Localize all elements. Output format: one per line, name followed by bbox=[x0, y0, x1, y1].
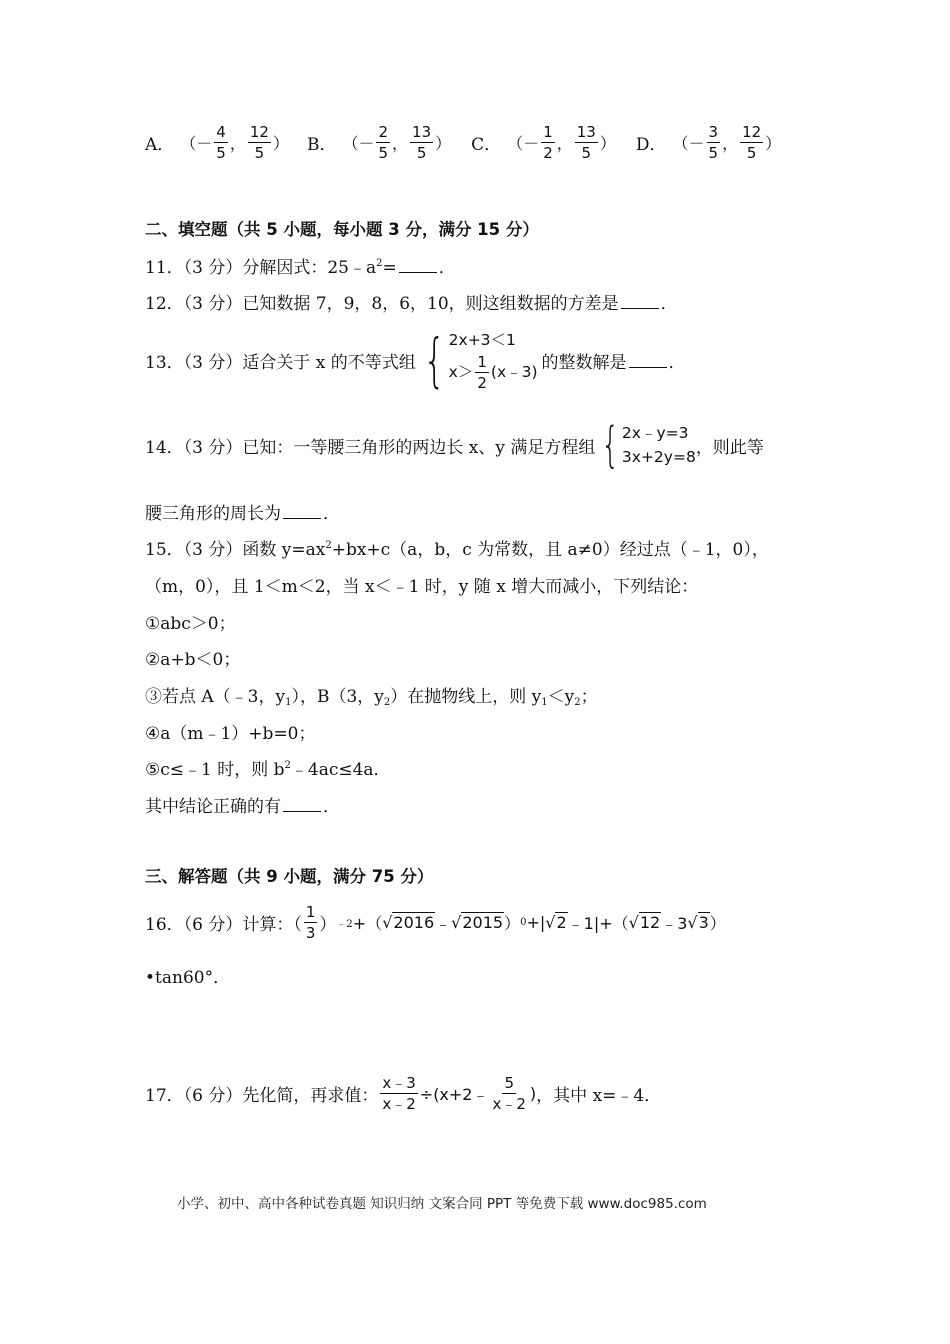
denominator: 5 bbox=[581, 143, 592, 162]
period: ． bbox=[438, 258, 456, 278]
period: ． bbox=[660, 294, 678, 314]
denominator: 5 bbox=[746, 143, 757, 162]
numerator: 2 bbox=[378, 122, 389, 141]
left-brace: { bbox=[423, 326, 446, 394]
paren-close: ） bbox=[599, 133, 616, 153]
sqrt: √3 bbox=[687, 912, 709, 932]
numerator: x﹣3 bbox=[382, 1073, 416, 1092]
abs-close: ﹣1|+（ bbox=[567, 913, 629, 933]
sqrt: √2015 bbox=[451, 912, 504, 932]
minus-coef: ﹣3 bbox=[661, 913, 688, 933]
superscript: 2 bbox=[325, 540, 332, 551]
radicand: 12 bbox=[639, 912, 661, 932]
question-15-last bbox=[145, 792, 340, 817]
denominator: 2 bbox=[543, 143, 553, 162]
comma: ， bbox=[392, 133, 409, 153]
equation-system bbox=[595, 417, 696, 473]
c5-text-a: ⑤c≤﹣1 时，则 b bbox=[145, 760, 285, 780]
fraction bbox=[214, 122, 228, 163]
conclusion-1: ①abc＞0； bbox=[145, 614, 236, 634]
system-lines bbox=[622, 421, 696, 469]
paren-close: ） bbox=[272, 133, 289, 153]
paren-close: ） bbox=[765, 133, 782, 153]
option-b-label: B． bbox=[306, 134, 337, 155]
q17-suffix: ，其中 x=﹣4． bbox=[536, 1085, 662, 1106]
equals: = bbox=[382, 258, 397, 278]
c3-text-a: ③若点 A（﹣3，y bbox=[145, 687, 286, 707]
q15-last-text: 其中结论正确的有 bbox=[145, 797, 281, 817]
plus-paren: +（ bbox=[352, 913, 383, 933]
option-b bbox=[307, 122, 451, 163]
paren-close: ） bbox=[504, 913, 521, 933]
inequality-2-lhs: x＞ bbox=[448, 363, 474, 381]
q17-text: 17．（6 分）先化简，再求值： bbox=[145, 1085, 379, 1106]
left-brace: { bbox=[601, 417, 620, 473]
paren-open: （－ bbox=[342, 133, 375, 153]
paren-close: ） bbox=[319, 914, 337, 935]
minus: ﹣ bbox=[435, 913, 452, 933]
c3-text-c: ）在抛物线上，则 y bbox=[390, 687, 542, 707]
q14-cont-text: 腰三角形的周长为 bbox=[145, 504, 281, 524]
question-15-line-2: （m，0），且 1＜m＜2，当 x＜﹣1 时，y 随 x 增大而减小，下列结论： bbox=[145, 577, 699, 597]
fraction bbox=[575, 122, 598, 163]
c3-text-d: ＜y bbox=[547, 687, 575, 707]
q15-text-a: 15．（3 分）函数 y=ax bbox=[145, 540, 326, 560]
question-16 bbox=[145, 898, 726, 946]
denominator: 2 bbox=[477, 373, 487, 392]
inequality-2-rhs: (x﹣3) bbox=[490, 363, 538, 381]
numerator: 13 bbox=[412, 122, 432, 141]
fraction bbox=[380, 1073, 417, 1114]
paren-open: （－ bbox=[507, 133, 540, 153]
radicand: 3 bbox=[698, 912, 709, 932]
conclusion-3 bbox=[145, 682, 598, 708]
answer-blank[interactable] bbox=[629, 353, 667, 368]
comma: ， bbox=[229, 133, 246, 153]
denominator: 5 bbox=[216, 143, 226, 162]
q14-text: 14．（3 分）已知：一等腰三角形的两边长 x、y 满足方程组 bbox=[145, 437, 596, 458]
division-expr: ÷(x+2﹣ bbox=[419, 1084, 489, 1104]
fraction bbox=[475, 352, 489, 393]
subscript: 2 bbox=[383, 697, 391, 708]
denominator: 5 bbox=[378, 143, 389, 162]
q12-text: 12．（3 分）已知数据 7，9，8，6，10，则这组数据的方差是 bbox=[145, 294, 619, 314]
question-12 bbox=[145, 289, 678, 314]
period: ． bbox=[323, 797, 340, 817]
question-15-line-1 bbox=[145, 535, 769, 560]
denominator: x﹣2 bbox=[492, 1094, 526, 1113]
fraction bbox=[304, 902, 318, 943]
denominator: 5 bbox=[254, 143, 265, 162]
radicand: 2016 bbox=[393, 912, 435, 932]
answer-blank[interactable] bbox=[283, 504, 321, 519]
fraction bbox=[541, 122, 555, 163]
exponent: ﹣2 bbox=[336, 918, 353, 930]
radicand: 2015 bbox=[462, 912, 504, 932]
sqrt: √12 bbox=[628, 912, 661, 932]
q11-text: 11．（3 分）分解因式：25﹣a bbox=[145, 258, 377, 278]
equation-2: 3x+2y=8 bbox=[621, 448, 696, 466]
numerator: 1 bbox=[543, 122, 553, 141]
answer-blank[interactable] bbox=[283, 797, 321, 812]
q13-text: 13．（3 分）适合关于 x 的不等式组 bbox=[145, 352, 416, 373]
numerator: 1 bbox=[305, 902, 316, 921]
q13-suffix: 的整数解是 bbox=[541, 352, 627, 373]
period: ． bbox=[668, 352, 686, 373]
denominator: x﹣2 bbox=[382, 1094, 416, 1113]
numerator: 12 bbox=[249, 122, 269, 141]
numerator: 13 bbox=[576, 122, 596, 141]
option-d bbox=[636, 122, 781, 163]
answer-blank[interactable] bbox=[399, 258, 437, 273]
numerator: 4 bbox=[216, 122, 226, 141]
conclusion-4: ④a（m﹣1）+b=0； bbox=[145, 724, 316, 744]
question-13 bbox=[145, 322, 686, 398]
option-c bbox=[471, 122, 616, 163]
subscript: 2 bbox=[574, 697, 581, 708]
q15-text-b: +bx+c（a，b，c 为常数，且 a≠0）经过点（﹣1，0）， bbox=[331, 540, 769, 560]
fraction bbox=[707, 122, 721, 163]
numerator: 3 bbox=[708, 122, 719, 141]
fraction bbox=[376, 122, 390, 163]
superscript: 2 bbox=[376, 258, 383, 269]
fraction bbox=[491, 1073, 528, 1114]
question-16-line-2: •tan60°． bbox=[145, 968, 231, 988]
period: ． bbox=[323, 504, 340, 524]
c3-text-b: ），B（3，y bbox=[291, 687, 384, 707]
denominator: 3 bbox=[305, 923, 316, 942]
fraction bbox=[410, 122, 433, 163]
inequality-2 bbox=[449, 352, 538, 393]
question-17 bbox=[145, 1068, 661, 1118]
conclusion-5 bbox=[145, 755, 391, 780]
equation-1: 2x﹣y=3 bbox=[621, 424, 689, 442]
sqrt: √2016 bbox=[382, 912, 435, 932]
inequality-1: 2x+3＜1 bbox=[448, 330, 516, 349]
paren-close: ） bbox=[435, 133, 452, 153]
page-footer: 小学、初中、高中各种试卷真题 知识归纳 文案合同 PPT 等免费下载 www.doc985.com bbox=[177, 1196, 707, 1212]
numerator: 5 bbox=[504, 1073, 514, 1092]
c3-text-e: ； bbox=[580, 687, 598, 707]
q14-suffix: ，则此等 bbox=[695, 437, 764, 458]
conclusion-2: ②a+b＜0； bbox=[145, 650, 241, 670]
paren-open: （－ bbox=[180, 133, 213, 153]
q16-text: 16．（6 分）计算：（ bbox=[145, 914, 302, 935]
question-14-continued bbox=[145, 499, 340, 524]
option-c-label: C． bbox=[471, 134, 502, 155]
paren-close: ) bbox=[529, 1083, 537, 1103]
denominator: 5 bbox=[708, 143, 719, 162]
option-d-label: D． bbox=[635, 134, 667, 155]
exponent: 0 bbox=[520, 916, 527, 928]
numerator: 1 bbox=[477, 352, 487, 371]
superscript: 2 bbox=[284, 760, 291, 771]
question-11 bbox=[145, 253, 456, 278]
question-14 bbox=[145, 416, 764, 474]
abs-open: +| bbox=[526, 912, 546, 932]
q10-options bbox=[145, 120, 781, 164]
section-heading-solve: 三、解答题（共 9 小题，满分 75 分） bbox=[145, 867, 434, 886]
fraction bbox=[740, 122, 763, 163]
sqrt: √2 bbox=[545, 912, 567, 932]
option-a bbox=[145, 122, 289, 163]
radicand: 2 bbox=[556, 912, 567, 932]
paren-open: （－ bbox=[672, 133, 705, 153]
comma: ， bbox=[722, 133, 739, 153]
subscript: 1 bbox=[541, 697, 548, 708]
numerator: 12 bbox=[742, 122, 762, 141]
answer-blank[interactable] bbox=[621, 294, 659, 309]
inequality-system bbox=[416, 328, 538, 393]
option-a-label: A． bbox=[145, 134, 175, 155]
denominator: 5 bbox=[416, 143, 427, 162]
system-lines bbox=[449, 328, 538, 393]
fraction bbox=[248, 122, 271, 163]
subscript: 1 bbox=[285, 697, 292, 708]
c5-text-b: ﹣4ac≤4a． bbox=[290, 760, 391, 780]
paren-close: ） bbox=[709, 913, 726, 933]
section-heading-fill-in: 二、填空题（共 5 小题，每小题 3 分，满分 15 分） bbox=[145, 220, 539, 239]
comma: ， bbox=[556, 133, 573, 153]
